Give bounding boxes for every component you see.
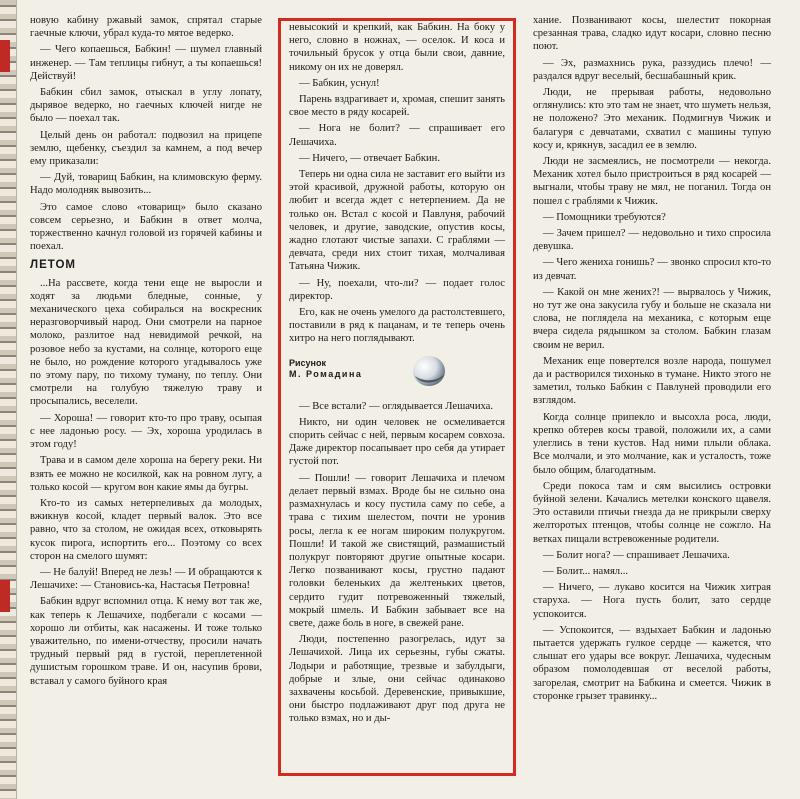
paragraph: — Чего копаешься, Бабкин! — шумел главный инженер. — Там теплицы гибнут, а ты копаешься! Действуй!: [30, 44, 262, 82]
credit-label: Рисунок: [289, 357, 326, 368]
spiral-binding: [0, 0, 17, 799]
column-1-paragraphs-a: [30, 14, 262, 253]
paragraph: Бабкин вдруг вспомнил отца. К нему вот так же, как теперь к Лешачихе, подбегали с косами — хорошо ли отбиты, как насажены. И тоже только уважительно, по имени-отчеству, просили начать трудный первый ряд в густой, переплетенной душистым горошком траве. И он, насупив брови, вставал у самого буйного края: [30, 596, 262, 687]
paragraph: — Успокоится, — вздыхает Бабкин и ладонью пытается удержать гулкое сердце — кажется, что слышат его удары все вокруг. Лешачиха, чудесным образом помолодевшая от веселой работы, загорелая, смотрит на Бабкина и смеется. Чижик в сторонке грызет травинку...: [533, 624, 771, 702]
illustration-credit: [289, 354, 505, 394]
paragraph: — Помощники требуются?: [543, 211, 666, 223]
column-2-paragraphs-a: [289, 21, 505, 346]
paragraph: Трава и в самом деле хороша на берегу реки. Ни взять ее можно не косилкой, как на ровном лугу, а только косой — кругом вон какие ямы да бугры.: [30, 455, 262, 493]
paragraph: Бабкин сбил замок, отыскал в углу лопату, дырявое ведерко, но гаечных ключей нигде не было — поехал так.: [30, 87, 262, 125]
red-page-tab: [0, 40, 10, 72]
paragraph: — Все встали? — оглядывается Лешачиха.: [299, 400, 494, 412]
paragraph: Никто, ни один человек не осмеливается спорить сейчас с ней, первым косарем совхоза. Даже директор посапывает про себя да утирает густой пот.: [289, 416, 505, 468]
paragraph: Целый день он работал: подвозил на прицепе землю, щебенку, съездил за камнем, а под вечер ему приказали:: [30, 129, 262, 168]
paragraph: ...На рассвете, когда тени еще не выросли и ходят за людьми бледные, сонные, у механического цеха собиралься на воскресник неразговорчивый народ. Они смотрели на парное молоко, разлитое над невидимой речкой, на розовое небо за кустами, на солнце, которого еще не было, но рождение которого угадывалось уже по этому пару, по тихому туману, по теплу. Они смотрели на голубую тяжелую траву и просыпались, веселели.: [30, 277, 262, 408]
paragraph: — Болит... намял...: [543, 565, 629, 577]
paragraph: — Хороша! — говорит кто-то про траву, осыпая с нее ладонью росу. — Эх, хороша уродилась в этом году!: [30, 412, 262, 451]
paragraph: — Ну, поехали, что-ли? — подает голос директор.: [289, 277, 505, 302]
text-column-3: [533, 14, 771, 706]
paragraph: Люди, постепенно разогрелась, идут за Лешачихой. Лица их серьезны, губы сжаты. Лодыри и работящие, трезвые и забулдыги, добрые и злые, они сейчас одинаково захвачены косьбой. Деревенские, привыкшие, они быстро подлаживают друг под друга не только взмах, но и ды-: [289, 634, 505, 725]
paragraph: — Нога не болит? — спрашивает его Лешачиха.: [289, 123, 505, 148]
column-1-paragraphs-b: [30, 277, 262, 688]
paragraph: — Ничего, — лукаво косится на Чижик хитрая старуха. — Нога пусть болит, зато сердце успокоится.: [533, 582, 771, 620]
paragraph: Люди, не прерывая работы, недовольно оглянулись: кто это там не знает, что шуметь нельзя, не положено? Это механик. Подмигнув Чижик и балагуря с девчатами, схватил с машины тупую косу и, крякнув, засадил ее в землю.: [533, 87, 771, 151]
paragraph: — Не балуй! Вперед не лезь! — И обращаются к Лешачихе: — Становись-ка, Настасья Петровна!: [30, 566, 262, 592]
paragraph: — Дуй, товарищ Бабкин, на климовскую ферму. Надо молодняк вывозить...: [30, 172, 262, 197]
paragraph: — Болит нога? — спрашивает Лешачиха.: [543, 549, 730, 561]
paragraph: хание. Позванивают косы, шелестит покорная срезанная трава, сладко идут косари, словно песню поют.: [533, 15, 771, 53]
paragraph: Парень вздрагивает и, хромая, спешит занять свое место в ряду косарей.: [289, 94, 505, 119]
paragraph: — Бабкин, уснул!: [299, 77, 380, 89]
paragraph: — Пошли! — говорит Лешачиха и плечом делает первый взмах. Вроде бы не сильно она размахнулась и косу пустила саму по себе, а трава с тихим шелестом, почти не уронив росы, легла к ее ногам широким полукругом. Пошли! И такой же свистящий, размашистый полукруг повторяют другие опытные косари. Легко позванивают косы, грустно падают головки беленьких да желтеньких цветов, сердито гудит потревоженный тяжелый, мокрый шмель. И Бабкин забывает все на свете, даже боль в ноге, в свежей ране.: [289, 472, 505, 629]
paragraph: Среди покоса там и сям высились островки буйной зелени. Качались метелки конского щавеля. Это оставили птичьи гнезда да не прикрыли сверху желторотых птенцов, чтобы солнце не сожгло. На ветках пищали встревоженные родители.: [533, 480, 771, 545]
paragraph: — Зачем пришел? — недовольно и тихо спросила девушка.: [533, 228, 771, 253]
paragraph: — Эх, размахнись рука, раззудись плечо! — раздался вдруг веселый, бесшабашный крик.: [533, 57, 771, 82]
paragraph: Механик еще повертелся возле народа, пошумел да и растворился тихонько в тумане. Никто этого не заметил, только Бабкин с Павлуней проводили его взглядом.: [533, 355, 771, 407]
paragraph: Кто-то из самых нетерпеливых да молодых, вжикнув косой, кладет первый валок. Это все равно, что за столом, не ожидая всех, отковырять кусок пирога, испортить его... Поэтому со всех сторон на смелого шумят:: [30, 497, 262, 562]
section-title: ЛЕТОМ: [30, 259, 77, 272]
paragraph: Это самое слово «товарищ» было сказано совсем серьезно, и Бабкин в ответ молча, торжественно качнул головой из горячей кабины и поехал.: [30, 201, 262, 253]
paragraph: Когда солнце припекло и высохла роса, люди, крепко обтерев косы травой, положили их, а сами улеглись в тени кустов. Над ними плыли облака. Все молчали, и это молчание, как и усталость, тоже было общим, благодатным.: [533, 411, 771, 476]
paragraph: Его, как не очень умелого да растолстевшего, поставили в ряд к пацанам, и те теперь очень хитро на него поглядывают.: [289, 307, 505, 345]
paragraph: Люди не засмеялись, не посмотрели — некогда. Механик хотел было пристроиться в ряд косарей — выгнали, чтобы траву не мял, не поганил. Тогда он пошел с граблями к Чижик.: [533, 156, 771, 207]
red-page-tab: [0, 580, 10, 612]
paragraph: Теперь ни одна сила не заставит его выйти из этой красивой, дружной работы, которую он любит и всегда ждет с нетерпением. Да не только он. Встал с косой и Павлуня, рабочий человек, и другие, заводские, опустив косы, жадно глотают чистые запахи. С граблями — девчата, среди них стоит тихая, молчаливая Татьяна Чижик.: [289, 169, 505, 273]
paragraph: — Какой он мне жених?! — вырвалось у Чижик, но тут же она закусила губу и больше не сказала ни слова, не поглядела на механика, с которым еще вчера сидела рядышком за столом. Бабкин глазам своим не верил.: [533, 286, 771, 351]
credit-name: М. Ромадина: [289, 368, 363, 379]
column-2-paragraphs-b: [289, 400, 505, 726]
paragraph: невысокий и крепкий, как Бабкин. На боку у него, словно в ножнах, — оселок. И коса и точильный брусок у отца были свои, давние, никому он их не доверял.: [289, 22, 505, 73]
text-column-2-framed: [278, 18, 516, 776]
text-column-1: [30, 14, 262, 691]
paragraph: новую кабину ржавый замок, спрятал старые гаечные ключи, убрал куда-то мятое ведерко.: [30, 15, 262, 40]
moon-illustration: [405, 354, 449, 388]
column-3-paragraphs: [533, 14, 771, 703]
paragraph: — Чего жениха гонишь? — звонко спросил кто-то из девчат.: [533, 257, 771, 282]
paragraph: — Ничего, — отвечает Бабкин.: [299, 152, 440, 164]
